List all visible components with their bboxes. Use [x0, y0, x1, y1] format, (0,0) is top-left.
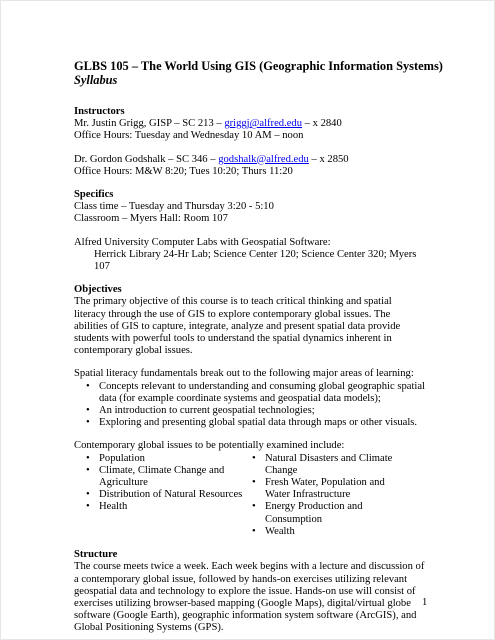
- specifics-heading: Specifics: [74, 189, 114, 201]
- instructor-godshalk-ext: – x 2850: [308, 153, 349, 165]
- list-item: • Distribution of Natural Resources: [86, 489, 252, 501]
- page-number: 1: [422, 597, 428, 608]
- list-item: • Concepts relevant to understanding and consuming global geographic spatial data (for example coordinate systems and geospatial data models);: [86, 381, 426, 405]
- instructors-heading: Instructors: [74, 106, 125, 117]
- computer-labs-title: Alfred University Computer Labs with Geospatial Software:: [74, 236, 331, 248]
- document-content: [74, 59, 443, 635]
- issues-list-right: [252, 453, 402, 538]
- list-item: • Energy Production and Consumption: [252, 501, 402, 525]
- issues-intro: Contemporary global issues to be potentially examined include:: [74, 440, 345, 452]
- instructor-grigg-ext: – x 2840: [302, 118, 342, 130]
- list-item: • Climate, Climate Change and Agriculture: [86, 465, 252, 489]
- objectives-heading: Objectives: [74, 284, 122, 296]
- grigg-email-link[interactable]: griggj@alfred.edu: [224, 118, 303, 130]
- godshalk-office-hours: Office Hours: M&W 8:20; Tues 10:20; Thurs 11:20: [74, 165, 293, 177]
- list-item: • Population: [86, 453, 252, 465]
- fundamentals-intro: Spatial literacy fundamentals break out to the following major areas of learning:: [74, 368, 414, 380]
- list-item: • Natural Disasters and Climate Change: [252, 453, 402, 477]
- classroom: Classroom – Myers Hall: Room 107: [74, 213, 228, 225]
- structure-heading: Structure: [74, 549, 118, 561]
- page-title: GLBS 105 – The World Using GIS (Geographic Information Systems): [74, 59, 443, 73]
- list-item: • Health: [86, 501, 252, 513]
- computer-labs-list: Herrick Library 24-Hr Lab; Science Center 120; Science Center 320; Myers 107: [94, 248, 417, 273]
- instructor-grigg-info: Mr. Justin Grigg, GISP – SC 213 –: [74, 118, 225, 130]
- godshalk-email-link[interactable]: godshalk@alfred.edu: [218, 153, 309, 165]
- list-item: • Wealth: [252, 526, 402, 538]
- grigg-office-hours: Office Hours: Tuesday and Wednesday 10 AM – noon: [74, 130, 304, 142]
- issues-columns: [74, 453, 426, 538]
- instructor-godshalk: [74, 154, 426, 166]
- instructor-grigg: [74, 118, 426, 130]
- page-subtitle: Syllabus: [74, 73, 118, 87]
- instructor-godshalk-info: Dr. Gordon Godshalk – SC 346 –: [74, 153, 219, 165]
- fundamentals-list: [74, 381, 426, 430]
- list-item: • An introduction to current geospatial technologies;: [86, 405, 426, 417]
- class-time: Class time – Tuesday and Thursday 3:20 - 5:10: [74, 201, 274, 213]
- issues-list-left: [74, 453, 252, 538]
- list-item: • Exploring and presenting global spatial data through maps or other visuals.: [86, 417, 426, 429]
- list-item: • Fresh Water, Population and Water Infrastructure: [252, 477, 402, 501]
- structure-paragraph: The course meets twice a week. Each week begins with a lecture and discussion of a contemporary global issue, followed by hands-on exercises utilizing relevant geospatial data and technology to explore the issue. Hands-on use will consist of exercises utilizing browser-based mapping (Google Maps), digital/virtual globe software (Google Earth), geographic information system software (ArcGIS), and Global Positioning Systems (GPS).: [74, 561, 425, 634]
- objectives-paragraph: The primary objective of this course is to teach critical thinking and spatial literacy through the use of GIS to explore contemporary global issues. The abilities of GIS to capture, integrate, analyze and present spatial data provide students with powerful tools to understand the spatial dynamics inherent in contemporary global issues.: [74, 296, 401, 357]
